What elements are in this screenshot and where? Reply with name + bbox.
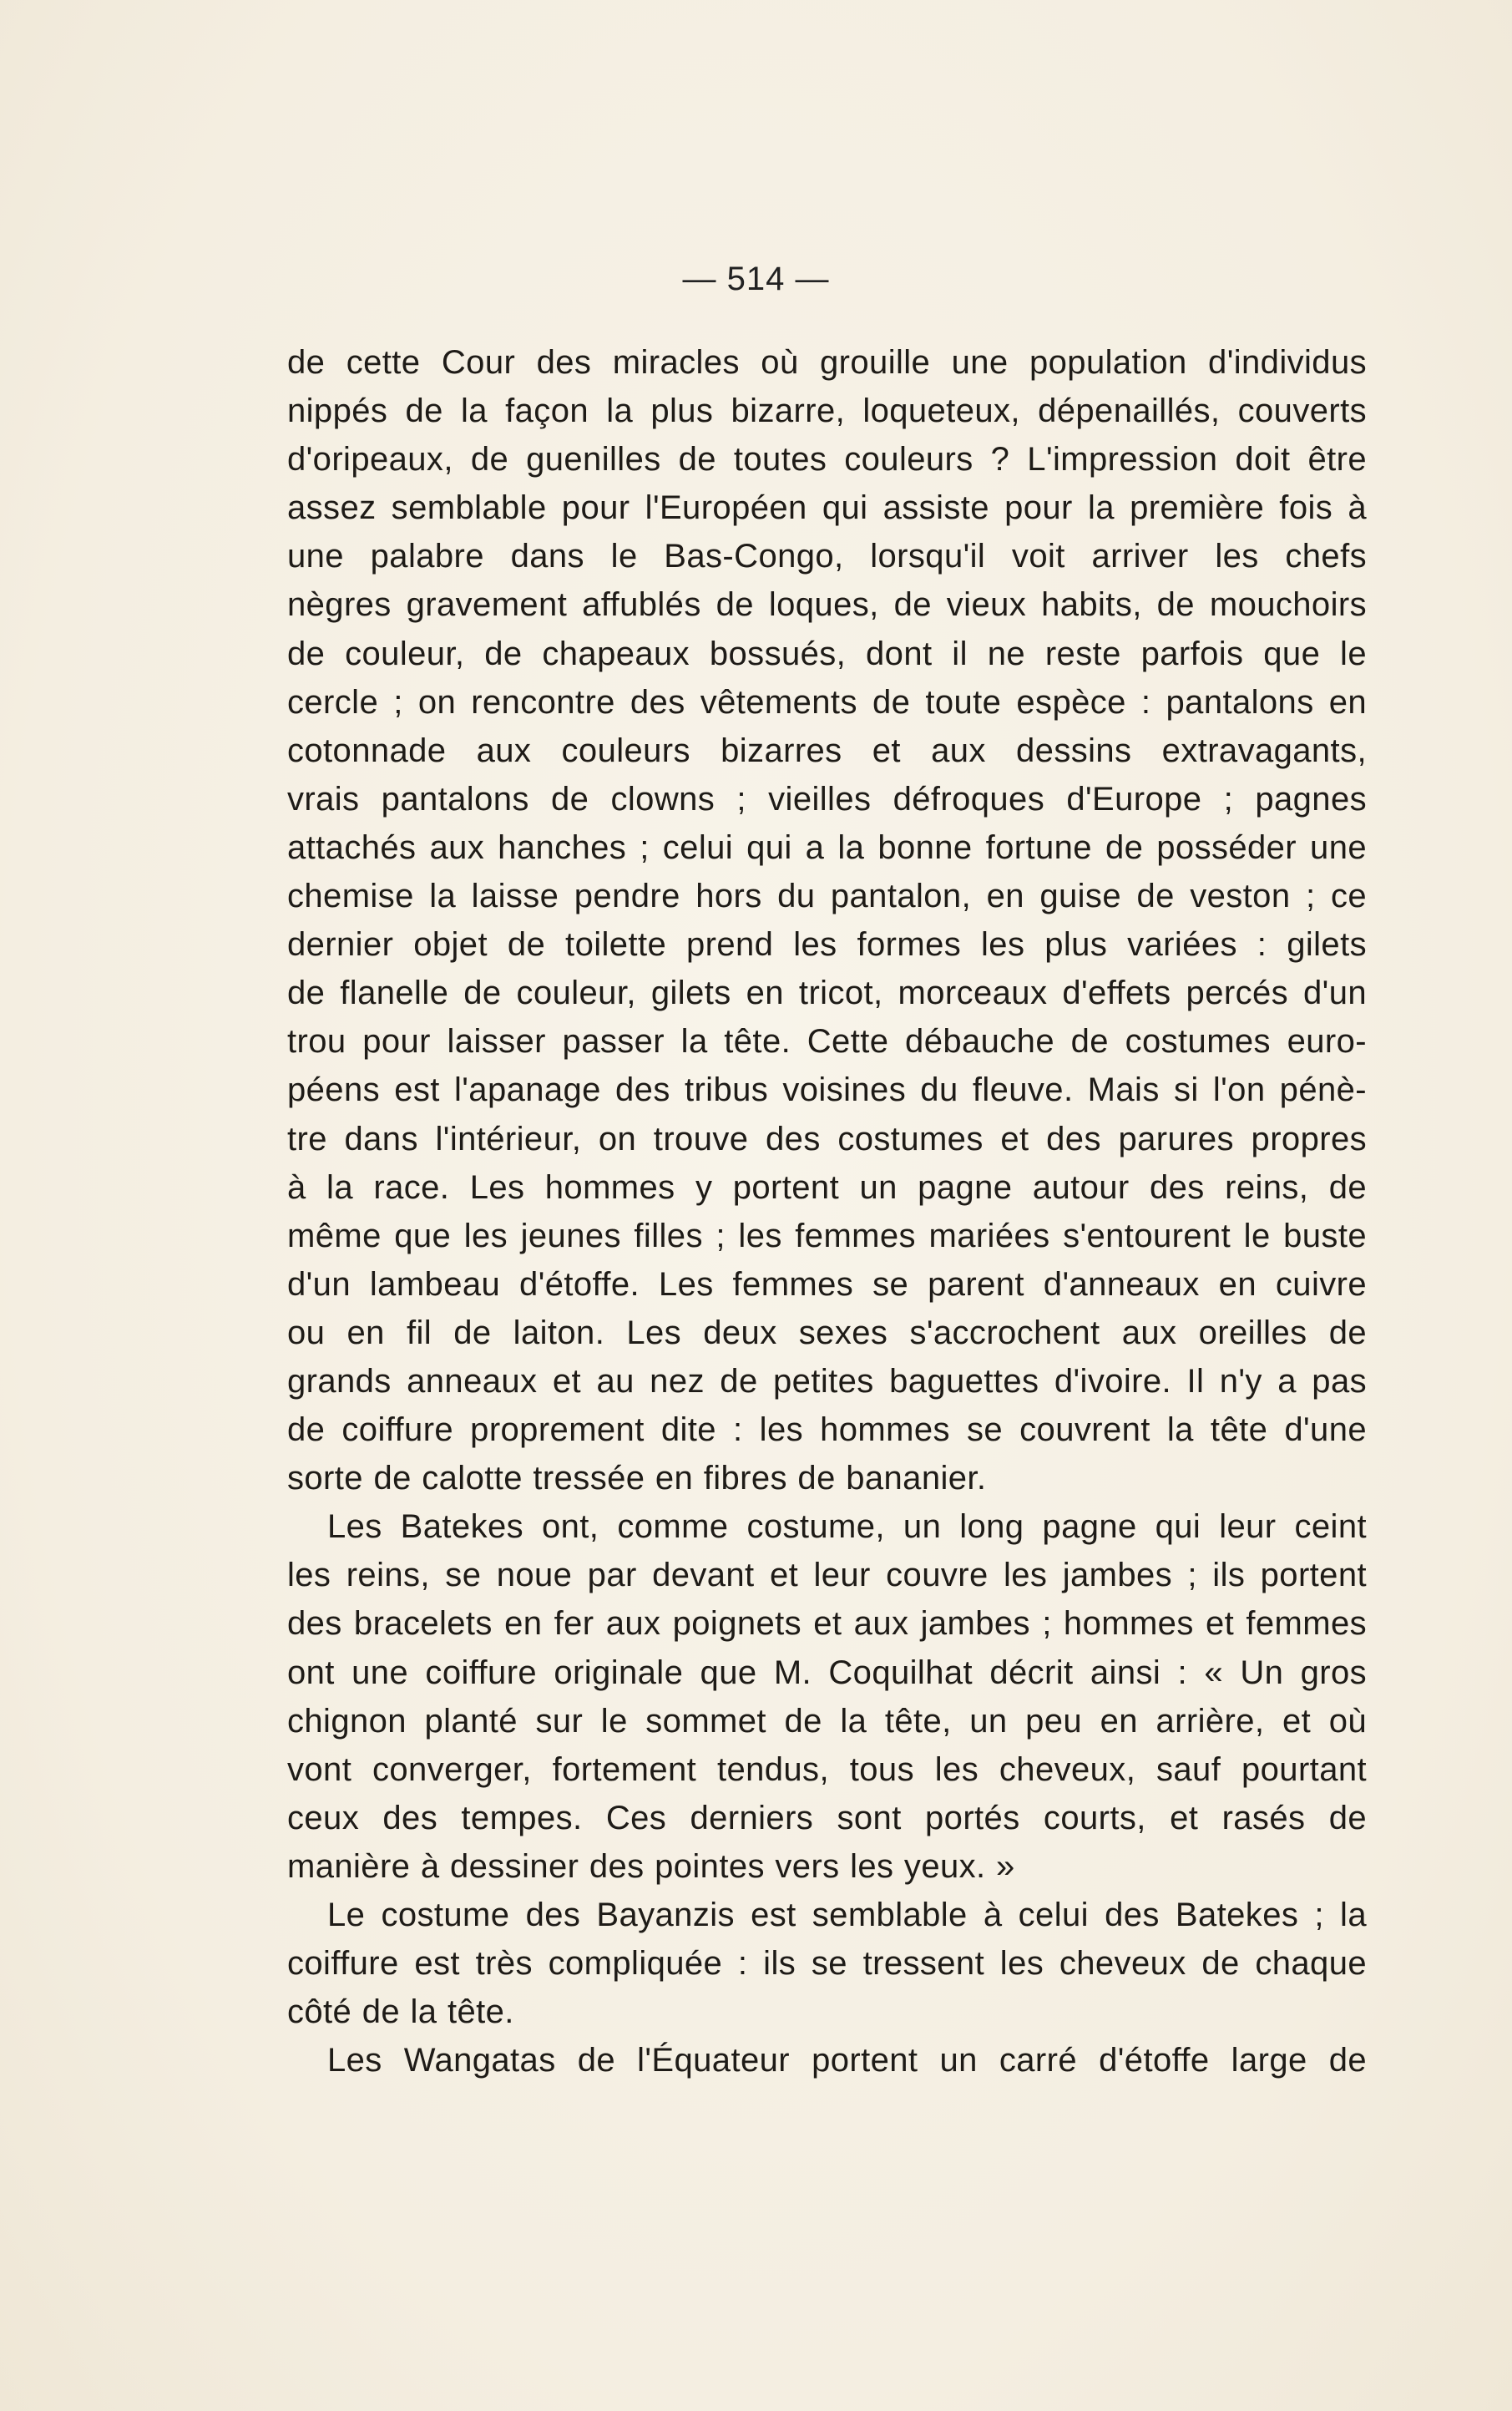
text-line: dernier objet de toilette prend les formes les plus variées : gilets [287,926,1367,964]
text-line: vrais pantalons de clowns ; vieilles défroques d'Europe ; pagnes [287,780,1367,818]
text-line: même que les jeunes filles ; les femmes mariées s'entourent le buste [287,1217,1367,1254]
text-line: les reins, se noue par devant et leur couvre les jambes ; ils portent [287,1557,1367,1594]
text-line: de couleur, de chapeaux bossués, dont il ne reste parfois que le [287,635,1367,672]
text-line: Le costume des Bayanzis est semblable à celui des Batekes ; la [327,1897,1367,1933]
text-line: assez semblable pour l'Européen qui assiste pour la première fois à [287,489,1367,527]
text-line: cotonnade aux couleurs bizarres et aux dessins extravagants, [287,732,1367,769]
text-line: grands anneaux et au nez de petites baguettes d'ivoire. Il n'y a pas [287,1362,1367,1400]
text-line: sorte de calotte tressée en fibres de bananier. [287,1460,987,1497]
text-line: de flanelle de couleur, gilets en tricot, morceaux d'effets percés d'un [287,975,1367,1012]
page-number: — 514 — [682,261,830,297]
text-line: ont une coiffure originale que M. Coquilhat décrit ainsi : « Un gros [287,1654,1367,1691]
text-line: de coiffure proprement dite : les hommes se couvrent la tête d'une [287,1411,1367,1449]
text-line: Les Wangatas de l'Équateur portent un carré d'étoffe large de [327,2042,1367,2079]
text-line: à la race. Les hommes y portent un pagne autour des reins, de [287,1168,1367,1206]
text-line: cercle ; on rencontre des vêtements de toute espèce : pantalons en [287,683,1367,721]
text-line: péens est l'apanage des tribus voisines du fleuve. Mais si l'on pénè- [287,1071,1367,1109]
text-line: chignon planté sur le sommet de la tête, un peu en arrière, et où [287,1702,1367,1740]
body-text [287,338,1367,2084]
text-line: nègres gravement affublés de loques, de vieux habits, de mouchoirs [287,586,1367,624]
text-line: trou pour laisser passer la tête. Cette débauche de costumes euro- [287,1023,1367,1061]
text-line: attachés aux hanches ; celui qui a la bonne fortune de posséder une [287,828,1367,866]
text-line: Les Batekes ont, comme costume, un long pagne qui leur ceint [327,1508,1367,1546]
text-line: des bracelets en fer aux poignets et aux jambes ; hommes et femmes [287,1605,1367,1643]
text-line: nippés de la façon la plus bizarre, loqueteux, dépenaillés, couverts [287,393,1367,430]
text-line: manière à dessiner des pointes vers les yeux. » [287,1847,1015,1885]
text-line: chemise la laisse pendre hors du pantalon, en guise de veston ; ce [287,878,1367,915]
text-line: d'un lambeau d'étoffe. Les femmes se parent d'anneaux en cuivre [287,1265,1367,1303]
text-line: ou en fil de laiton. Les deux sexes s'accrochent aux oreilles de [287,1314,1367,1351]
text-line: côté de la tête. [287,1993,514,2031]
text-line: coiffure est très compliquée : ils se tressent les cheveux de chaque [287,1945,1367,1983]
text-line: vont converger, fortement tendus, tous les cheveux, sauf pourtant [287,1750,1367,1788]
text-line: tre dans l'intérieur, on trouve des costumes et des parures propres [287,1120,1367,1157]
text-line: ceux des tempes. Ces derniers sont portés courts, et rasés de [287,1799,1367,1836]
text-line: une palabre dans le Bas-Congo, lorsqu'il voit arriver les chefs [287,538,1367,575]
text-line: d'oripeaux, de guenilles de toutes couleurs ? L'impression doit être [287,441,1367,479]
text-line: de cette Cour des miracles où grouille une population d'individus [287,344,1367,381]
